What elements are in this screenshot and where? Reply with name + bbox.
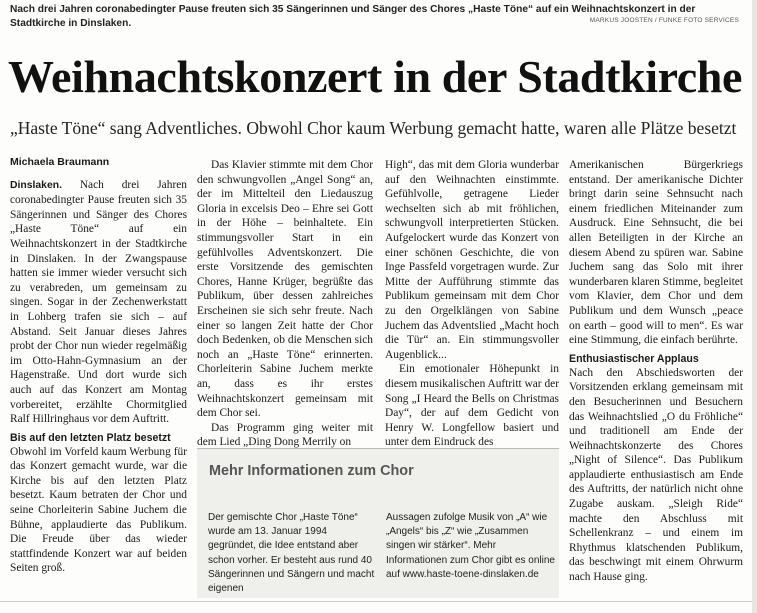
paragraph: High“, das mit dem Gloria wunderbar auf den Weihnachten einstimmte. Gefühlvolle, getragene Lieder wechselten sich ab mit fröhlichen, schwungvoll interpretierten Stücken. Aufgelockert wurde das Konzert von einer schönen Geschichte, die von Inge Passfeld vorgetragen wurde. Zur Mitte der Aufführung stimmte das Publikum gemeinsam mit dem Chor zu den Orgelklängen von Sabine Juchem das Adventslied „Macht hoch die Tür“ an. Ein stimmungsvoller Augenblick...	[385, 159, 559, 361]
paragraph: Nach den Abschiedsworten der Vorsitzenden erklang gemeinsam mit den Besucherinnen und Besuchern das Weihnachtslied „O du Fröhliche“ und traditionell am Ende der Weihnachtskonzerte des Chores „Night of Silence“. Das Publikum applaudierte enthusiastisch am Ende des Auftritts, der natürlich nicht ohne Zugabe auskam. „Sleigh Ride“ machte den Abschluss mit Schellenkranz – und einem im Rhythmus klatschenden Publikum, das beschwingt mit einem Ohrwurm nach Hause ging.	[569, 366, 743, 584]
paragraph: Amerikanischen Bürgerkriegs entstand. Der amerikanische Dichter bringt darin seine Sehnsucht nach einem friedlichen Miteinander zum Ausdruck. Eine Sehnsucht, die bei allen Beteiligten in der Kirche an diesem Abend zu spüren war. Sabine Juchem sang das Solo mit ihrer wunderbaren klaren Stimme, begleitet vom Klavier, dem Chor und dem Publikum und dem Wunsch „peace on earth – good will to men“. Es war eine Stimmung, die einfach berührte.	[569, 159, 743, 347]
info-box-title: Mehr Informationen zum Chor	[209, 463, 414, 479]
photo-credit: MARKUS JOOSTEN / FUNKE FOTO SERVICES	[589, 17, 739, 24]
info-box-text-left: Der gemischte Chor „Haste Töne“ wurde am 13. Januar 1994 gegründet, die Idee entstand aber schon vorher. Er besteht aus rund 40 Sängerinnen und Sängern und macht eigenen	[208, 512, 375, 595]
info-box-text-right: Aussagen zufolge Musik von „A“ wie „Angels“ bis „Z“ wie „Zusammen singen wir stärker“. Mehr Informationen zum Chor gibt es online auf www.haste-toene-dinslaken.de	[386, 512, 555, 580]
photo-caption: Nach drei Jahren coronabedingter Pause freuten sich 35 Sängerinnen und Sänger des Chores „Haste Töne“ auf ein Weihnachtskonzert in der Stadtkirche in Dinslaken.	[10, 4, 696, 29]
page-edge	[752, 0, 757, 613]
section-subhead: Enthusiastischer Applaus	[569, 352, 699, 365]
article-column-3	[385, 158, 559, 450]
author-name: Michaela Braumann	[10, 156, 110, 168]
paragraph: Obwohl im Vorfeld kaum Werbung für das Konzert gemacht wurde, war die Kirche bis auf den letzten Platz besetzt. Kaum betraten der Chor und seine Chorleiterin Sabine Juchem die Bühne, applaudierte das Publikum. Die Freude über das wieder stattfindende Konzert war auf beiden Seiten groß.	[10, 445, 187, 575]
paragraph	[10, 178, 187, 427]
subheadline: „Haste Töne“ sang Adventliches. Obwohl Chor kaum Werbung gemacht hatte, waren alle Plätze besetzt	[10, 118, 737, 138]
article-column-2	[197, 158, 373, 450]
paragraph-text: Nach drei Jahren coronabedingter Pause freuten sich 35 Sängerinnen und Sänger des Chores „Haste Töne“ auf ein Weihnachtskonzert in der Stadtkirche in Dinslaken. In der Zwangspause hatten sie immer wieder versucht sich zu verabreden, um gemeinsam zu singen. Sogar in der Zechenwerkstatt in Lohberg trafen sie sich – auf Abstand. Seit Januar dieses Jahres probt der Chor nun wieder regelmäßig im Otto-Hahn-Gymnasium an der Hagenstraße. Und dort wurde sich auch auf das Konzert am Montag vorbereitet, erzählte Chormitglied Ralf Hillringhaus vor dem Auftritt.	[10, 178, 187, 426]
article-column-1	[10, 155, 187, 576]
article-column-4	[569, 158, 743, 585]
info-box-rule	[197, 448, 559, 449]
dateline: Dinslaken.	[10, 179, 62, 191]
paragraph: Das Klavier stimmte mit dem Chor den schwungvollen „Angel Song“ an, der im Mittelteil den Liedauszug Gloria in excelsis Deo – Ehre sei Gott in der Höhe – beinhaltete. Ein stimmungsvoller Start in ein gefühlvolles Adventskonzert. Die erste Vorsitzende des gemischten Chores, Hanne Krüger, begrüßte das Publikum, über dessen zahlreiches Erscheinen sie sich sehr freute. Nach einer so langen Zeit hatte der Chor doch Bedenken, ob die Menschen sich noch an „Haste Töne“ erinnerten. Chorleiterin Sabine Juchem merkte an, dass es ihr erstes Weihnachtskonzert gemeinsam mit dem Chor sei.	[197, 159, 373, 420]
section-subhead: Bis auf den letzten Platz besetzt	[10, 431, 171, 444]
info-box	[197, 448, 559, 598]
paragraph: Ein emotionaler Höhepunkt in diesem musikalischen Auftritt war der Song „I Heard the Bells on Christmas Day“, der auf dem Gedicht von Henry W. Longfellow basiert und unter dem Eindruck des	[385, 363, 559, 449]
headline: Weihnachtskonzert in der Stadtkirche	[8, 51, 742, 102]
page-bottom-rule	[0, 601, 757, 602]
paragraph: Das Programm ging weiter mit dem Lied „Ding Dong Merrily on	[197, 421, 373, 449]
